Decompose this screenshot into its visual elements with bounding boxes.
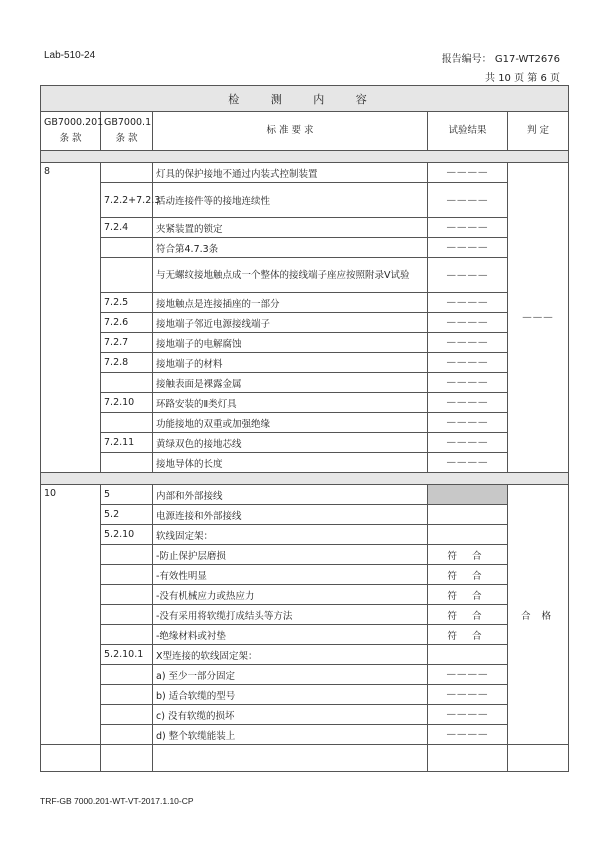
- sub-clause: 7.2.5: [101, 293, 153, 313]
- requirement: 接地端子的材料: [153, 353, 428, 373]
- clause-8: 8: [41, 163, 101, 473]
- sub-clause: [101, 238, 153, 258]
- sub-clause: [101, 625, 153, 645]
- result: ————: [428, 665, 508, 685]
- requirement: 夹紧装置的锁定: [153, 218, 428, 238]
- table-row: [41, 183, 569, 218]
- result: 符 合: [428, 625, 508, 645]
- requirement: 接地导体的长度: [153, 453, 428, 473]
- requirement: 灯具的保护接地不通过内装式控制装置: [153, 163, 428, 183]
- requirement: 活动连接件等的接地连续性: [153, 183, 428, 218]
- requirement: 环路安装的Ⅱ类灯具: [153, 393, 428, 413]
- sub-clause: 5.2.10.1: [101, 645, 153, 665]
- result: ————: [428, 413, 508, 433]
- verdict-8: ———: [508, 163, 569, 473]
- separator-row: [41, 151, 569, 163]
- table-row: [41, 433, 569, 453]
- clause-10: 10: [41, 485, 101, 745]
- table-row: [41, 525, 569, 545]
- result: ————: [428, 373, 508, 393]
- requirement: 与无螺纹接地触点成一个整体的接线端子座应按照附录V试验: [153, 258, 428, 293]
- table-row: [41, 485, 569, 505]
- requirement: X型连接的软线固定架：: [153, 645, 428, 665]
- sub-clause: 5: [101, 485, 153, 505]
- result: [428, 525, 508, 545]
- result: ————: [428, 393, 508, 413]
- sub-clause: [101, 725, 153, 745]
- result: ————: [428, 433, 508, 453]
- requirement: -绝缘材料或衬垫: [153, 625, 428, 645]
- result: ————: [428, 293, 508, 313]
- footer-code: TRF-GB 7000.201-WT-VT-2017.1.10-CP: [40, 796, 194, 806]
- sub-clause: 7.2.6: [101, 313, 153, 333]
- result: [428, 645, 508, 665]
- sub-clause: [101, 665, 153, 685]
- requirement: -没有机械应力或热应力: [153, 585, 428, 605]
- requirement: 接触表面是裸露金属: [153, 373, 428, 393]
- requirement: 内部和外部接线: [153, 485, 428, 505]
- table-row: [41, 353, 569, 373]
- result: ————: [428, 183, 508, 218]
- table-row: [41, 645, 569, 665]
- result: ————: [428, 353, 508, 373]
- table-row: [41, 725, 569, 745]
- table-row: [41, 258, 569, 293]
- requirement: 接地触点是连接插座的一部分: [153, 293, 428, 313]
- lab-code: Lab-510-24: [44, 50, 96, 61]
- table-row: [41, 705, 569, 725]
- sub-clause: 7.2.7: [101, 333, 153, 353]
- result: 符 合: [428, 585, 508, 605]
- requirement: 软线固定架：: [153, 525, 428, 545]
- sub-clause: [101, 163, 153, 183]
- result: ————: [428, 238, 508, 258]
- requirement: -没有采用将软缆打成结头等方法: [153, 605, 428, 625]
- requirement: c) 没有软缆的损坏: [153, 705, 428, 725]
- result: ————: [428, 705, 508, 725]
- sub-clause: [101, 545, 153, 565]
- requirement: d) 整个软缆能装上: [153, 725, 428, 745]
- result: [428, 505, 508, 525]
- result: [428, 485, 508, 505]
- table-title-row: [41, 86, 569, 112]
- requirement: 接地端子的电解腐蚀: [153, 333, 428, 353]
- header-verdict: 判 定: [508, 112, 569, 151]
- requirement: 符合第4.7.3条: [153, 238, 428, 258]
- header-std2: GB7000.1 条 款: [101, 112, 153, 151]
- result: ————: [428, 258, 508, 293]
- blank-row: [41, 745, 569, 772]
- requirement: b) 适合软缆的型号: [153, 685, 428, 705]
- sub-clause: [101, 453, 153, 473]
- result: ————: [428, 313, 508, 333]
- table-row: [41, 373, 569, 393]
- requirement: -有效性明显: [153, 565, 428, 585]
- sub-clause: [101, 585, 153, 605]
- result: ————: [428, 453, 508, 473]
- table-row: [41, 393, 569, 413]
- table-row: [41, 625, 569, 645]
- header-result: 试验结果: [428, 112, 508, 151]
- requirement: a) 至少一部分固定: [153, 665, 428, 685]
- table-row: [41, 665, 569, 685]
- table-row: [41, 545, 569, 565]
- sub-clause: 7.2.4: [101, 218, 153, 238]
- result: ————: [428, 163, 508, 183]
- result: ————: [428, 685, 508, 705]
- result: ————: [428, 725, 508, 745]
- sub-clause: 7.2.11: [101, 433, 153, 453]
- sub-clause: 5.2.10: [101, 525, 153, 545]
- verdict-10: 合 格: [508, 485, 569, 745]
- sub-clause: [101, 565, 153, 585]
- sub-clause: 7.2.8: [101, 353, 153, 373]
- table-row: [41, 218, 569, 238]
- table-row: [41, 565, 569, 585]
- table-row: [41, 163, 569, 183]
- sub-clause: [101, 258, 153, 293]
- requirement: 黄绿双色的接地芯线: [153, 433, 428, 453]
- table-row: [41, 238, 569, 258]
- table-row: [41, 605, 569, 625]
- table-row: [41, 505, 569, 525]
- requirement: 电源连接和外部接线: [153, 505, 428, 525]
- sub-clause: [101, 705, 153, 725]
- sub-clause: [101, 685, 153, 705]
- table-header-row: [41, 112, 569, 151]
- table-title: 检 测 内 容: [41, 86, 569, 112]
- result: 符 合: [428, 545, 508, 565]
- sub-clause: 5.2: [101, 505, 153, 525]
- requirement: 功能接地的双重或加强绝缘: [153, 413, 428, 433]
- table-row: [41, 333, 569, 353]
- table-row: [41, 293, 569, 313]
- sub-clause: [101, 413, 153, 433]
- table-row: [41, 453, 569, 473]
- requirement: -防止保护层磨损: [153, 545, 428, 565]
- table-row: [41, 413, 569, 433]
- sub-clause: 7.2.2+7.2.3: [101, 183, 153, 218]
- result: ————: [428, 333, 508, 353]
- header-requirement: 标 准 要 求: [153, 112, 428, 151]
- report-number: 报告编号： G17-WT2676: [441, 54, 560, 65]
- sub-clause: [101, 605, 153, 625]
- inspection-table: [40, 85, 568, 772]
- result: 符 合: [428, 605, 508, 625]
- sub-clause: 7.2.10: [101, 393, 153, 413]
- requirement: 接地端子邻近电源接线端子: [153, 313, 428, 333]
- table-row: [41, 313, 569, 333]
- table-row: [41, 685, 569, 705]
- separator-row: [41, 473, 569, 485]
- header-std1: GB7000.201 条 款: [41, 112, 101, 151]
- page-info: 共 10 页 第 6 页: [485, 73, 560, 84]
- table-row: [41, 585, 569, 605]
- result: ————: [428, 218, 508, 238]
- result: 符 合: [428, 565, 508, 585]
- sub-clause: [101, 373, 153, 393]
